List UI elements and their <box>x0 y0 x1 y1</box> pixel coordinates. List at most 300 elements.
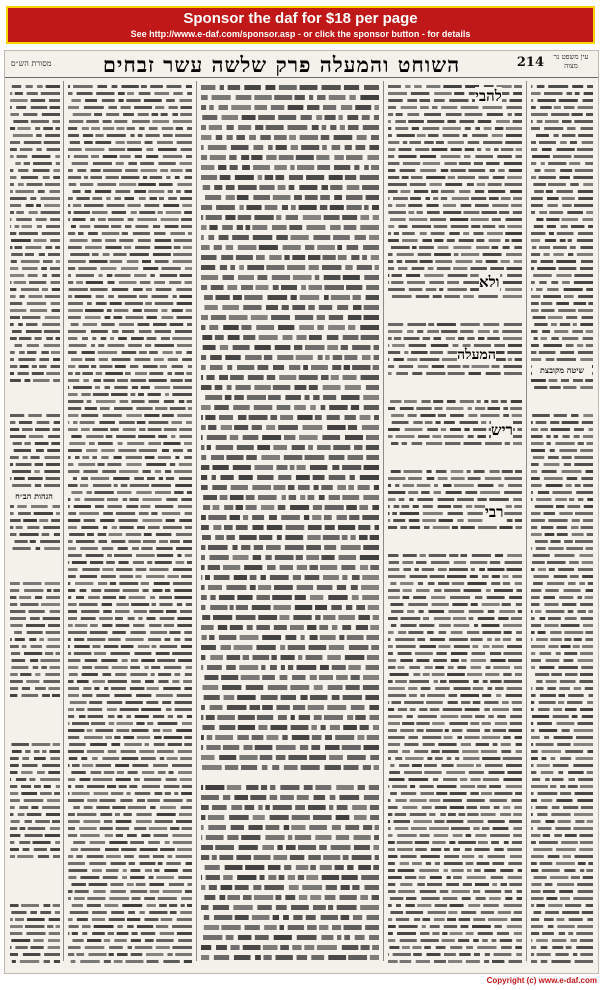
text-line-segment <box>10 904 19 907</box>
text-line-segment <box>502 701 509 704</box>
text-line-segment <box>105 736 112 739</box>
text-line-segment <box>531 890 541 893</box>
text-line-segment <box>105 834 113 837</box>
text-line-segment <box>505 239 509 242</box>
text-line-segment <box>452 890 470 893</box>
text-line-segment <box>537 953 551 956</box>
text-line-segment <box>332 925 341 930</box>
text-line-segment <box>588 225 593 228</box>
text-line-segment <box>506 764 522 767</box>
text-line-segment <box>227 785 241 790</box>
text-line-segment <box>565 673 578 676</box>
text-line-segment <box>150 176 163 179</box>
text-line-segment <box>447 918 456 921</box>
text-line-segment <box>49 99 60 102</box>
sponsor-subline[interactable]: See http://www.e-daf.com/sponsor.asp - or click the sponsor button - for details <box>130 29 471 39</box>
text-line-segment <box>138 617 142 620</box>
text-line-segment <box>155 386 171 389</box>
text-line-segment <box>316 155 329 160</box>
text-line-segment <box>511 799 522 802</box>
text-line-segment <box>257 275 267 280</box>
text-line-segment <box>467 631 479 634</box>
text-line-segment <box>238 715 255 720</box>
text-line-segment <box>388 841 395 844</box>
text-line-segment <box>373 725 379 730</box>
text-line-segment <box>587 771 593 774</box>
text-line-segment <box>41 603 60 606</box>
text-line-segment <box>488 715 494 718</box>
text-line-segment <box>421 491 429 494</box>
text-line-segment <box>136 554 155 557</box>
text-line-segment <box>15 918 24 921</box>
text-line-segment <box>353 915 362 920</box>
text-line-segment <box>27 631 43 634</box>
text-line-segment <box>212 855 217 860</box>
text-line-segment <box>315 415 322 420</box>
text-line-segment <box>352 345 370 350</box>
text-line-segment <box>578 498 583 501</box>
text-line-segment <box>344 365 350 370</box>
text-line-segment <box>562 421 579 424</box>
text-line-segment <box>478 841 488 844</box>
text-line-segment <box>298 875 304 880</box>
text-line-segment <box>554 736 573 739</box>
text-line-segment <box>179 428 192 431</box>
text-line-segment <box>360 325 379 330</box>
text-line-segment <box>334 155 344 160</box>
text-line-segment <box>544 624 558 627</box>
text-line-segment <box>402 239 418 242</box>
text-line-segment <box>467 729 480 732</box>
text-line-segment <box>454 92 464 95</box>
text-line-segment <box>478 120 491 123</box>
text-line-segment <box>154 582 170 585</box>
text-line-segment <box>270 815 289 820</box>
text-line-segment <box>408 120 424 123</box>
text-line-segment <box>460 323 479 326</box>
text-line-segment <box>146 575 164 578</box>
text-line-segment <box>579 848 593 851</box>
text-line-segment <box>134 274 146 277</box>
text-line-segment <box>388 435 393 438</box>
text-line-segment <box>161 267 180 270</box>
text-line-segment <box>131 337 144 340</box>
text-line-segment <box>262 705 273 710</box>
text-line-segment <box>478 932 493 935</box>
text-line-segment <box>313 475 325 480</box>
text-line-segment <box>153 225 160 228</box>
text-line-segment <box>162 449 169 452</box>
text-line-segment <box>367 655 379 660</box>
text-line-segment <box>54 533 60 536</box>
text-line-segment <box>392 785 407 788</box>
text-line-segment <box>564 869 575 872</box>
text-line-segment <box>168 372 172 375</box>
text-line-segment <box>578 197 593 200</box>
text-line-segment <box>83 687 91 690</box>
text-line-segment <box>98 582 107 585</box>
text-line-segment <box>539 246 550 249</box>
text-line-segment <box>449 638 468 641</box>
text-line-segment <box>443 778 457 781</box>
text-line-segment <box>373 615 379 620</box>
text-line-segment <box>467 673 482 676</box>
text-line-segment <box>167 855 172 858</box>
text-line-segment <box>343 695 362 700</box>
text-line-segment <box>182 785 192 788</box>
text-line-segment <box>156 946 170 949</box>
text-line-segment <box>501 400 507 403</box>
text-line-segment <box>68 953 74 956</box>
text-line-segment <box>104 904 118 907</box>
text-line-segment <box>427 883 442 886</box>
text-line-segment <box>296 335 306 340</box>
text-line-segment <box>331 605 342 610</box>
text-line-segment <box>472 652 486 655</box>
text-line-segment <box>453 267 467 270</box>
text-line-segment <box>432 722 444 725</box>
text-line-segment <box>454 561 466 564</box>
text-line-segment <box>89 442 95 445</box>
text-line-segment <box>31 645 42 648</box>
sponsor-headline[interactable]: Sponsor the daf for $18 per page <box>183 10 418 27</box>
text-line-segment <box>122 232 128 235</box>
text-line-segment <box>329 175 343 180</box>
text-line-segment <box>503 295 522 298</box>
text-line-segment <box>224 695 235 700</box>
text-line-segment <box>209 635 214 640</box>
text-line-segment <box>87 785 105 788</box>
text-line-segment <box>239 205 243 210</box>
text-line-segment <box>406 274 420 277</box>
left-margin-heading: הגהות הב״ח <box>7 491 61 501</box>
text-line-segment <box>77 680 89 683</box>
text-line-segment <box>556 799 572 802</box>
text-line-segment <box>408 603 428 606</box>
text-line-segment <box>388 211 406 214</box>
text-line-segment <box>53 589 60 592</box>
text-line-segment <box>11 253 23 256</box>
text-line-segment <box>24 589 43 592</box>
text-line-segment <box>178 876 192 879</box>
text-line-segment <box>174 792 178 795</box>
text-line-segment <box>538 631 546 634</box>
text-line-segment <box>492 204 508 207</box>
text-line-segment <box>25 834 43 837</box>
text-line-segment <box>169 106 178 109</box>
text-line-segment <box>201 405 211 410</box>
text-line-segment <box>546 358 555 361</box>
text-line-segment <box>122 659 128 662</box>
text-line-segment <box>360 215 369 220</box>
text-line-segment <box>317 95 325 100</box>
text-line-segment <box>394 232 399 235</box>
text-line-segment <box>563 855 571 858</box>
text-line-segment <box>249 135 256 140</box>
text-line-segment <box>201 545 205 550</box>
text-line-segment <box>180 778 192 781</box>
text-line-segment <box>374 485 379 490</box>
text-line-segment <box>388 351 400 354</box>
text-line-segment <box>443 799 462 802</box>
text-line-segment <box>458 337 464 340</box>
text-line-segment <box>370 565 379 570</box>
text-line-segment <box>488 820 505 823</box>
text-line-segment <box>119 470 138 473</box>
text-line-segment <box>444 295 460 298</box>
text-line-segment <box>570 575 579 578</box>
sponsor-banner[interactable] <box>6 6 595 44</box>
text-line-segment <box>180 162 192 165</box>
text-line-segment <box>464 589 482 592</box>
text-line-segment <box>101 575 116 578</box>
text-line-segment <box>498 484 503 487</box>
text-line-segment <box>56 512 60 515</box>
text-line-segment <box>498 169 504 172</box>
text-line-segment <box>531 204 543 207</box>
text-line-segment <box>342 535 348 540</box>
text-line-segment <box>103 876 118 879</box>
text-line-segment <box>254 545 263 550</box>
text-line-segment <box>468 477 481 480</box>
text-line-segment <box>352 885 359 890</box>
text-line-segment <box>361 875 379 880</box>
text-line-segment <box>238 215 251 220</box>
text-line-segment <box>588 302 593 305</box>
text-line-segment <box>582 575 593 578</box>
text-line-segment <box>309 565 317 570</box>
text-line-segment <box>14 449 31 452</box>
text-line-segment <box>174 470 192 473</box>
text-line-segment <box>68 547 76 550</box>
text-line-segment <box>161 316 173 319</box>
text-line-segment <box>174 638 180 641</box>
text-line-segment <box>476 246 489 249</box>
text-line-segment <box>214 185 222 190</box>
text-line-segment <box>182 204 192 207</box>
text-line-segment <box>22 645 27 648</box>
text-line-segment <box>471 659 487 662</box>
text-line-segment <box>184 176 192 179</box>
text-line-segment <box>471 603 478 606</box>
text-line-segment <box>11 260 17 263</box>
text-line-segment <box>221 675 238 680</box>
text-line-segment <box>46 477 60 480</box>
text-line-segment <box>163 351 173 354</box>
text-line-segment <box>358 785 365 790</box>
text-line-segment <box>87 400 92 403</box>
text-line-segment <box>115 365 126 368</box>
text-line-segment <box>68 722 70 725</box>
text-line-segment <box>26 204 34 207</box>
text-line-segment <box>420 785 434 788</box>
text-line-segment <box>48 435 60 438</box>
text-line-segment <box>330 225 341 230</box>
text-line-segment <box>400 190 410 193</box>
text-line-segment <box>548 617 561 620</box>
text-line-segment <box>534 337 538 340</box>
text-line-segment <box>174 491 183 494</box>
text-line-segment <box>463 295 474 298</box>
text-line-segment <box>390 603 403 606</box>
text-line-segment <box>68 267 75 270</box>
text-line-segment <box>89 883 108 886</box>
text-line-segment <box>313 505 322 510</box>
text-line-segment <box>87 799 97 802</box>
text-line-segment <box>401 106 417 109</box>
text-line-segment <box>506 134 522 137</box>
text-line-segment <box>583 435 593 438</box>
text-line-segment <box>583 99 593 102</box>
text-line-segment <box>122 757 139 760</box>
text-line-segment <box>29 778 35 781</box>
text-line-segment <box>415 841 429 844</box>
text-line-segment <box>82 372 93 375</box>
text-line-segment <box>423 505 433 508</box>
text-line-segment <box>95 190 111 193</box>
text-line-segment <box>309 335 322 340</box>
text-line-segment <box>280 945 289 950</box>
text-line-segment <box>228 335 240 340</box>
text-line-segment <box>400 939 417 942</box>
text-line-segment <box>388 589 400 592</box>
text-line-segment <box>48 771 60 774</box>
text-line-segment <box>116 512 135 515</box>
text-line-segment <box>270 795 278 800</box>
text-line-segment <box>206 215 222 220</box>
text-line-segment <box>262 635 281 640</box>
text-line-segment <box>531 526 537 529</box>
text-line-segment <box>543 596 555 599</box>
text-line-segment <box>172 113 178 116</box>
text-line-segment <box>453 246 471 249</box>
text-line-segment <box>531 288 532 291</box>
text-line-segment <box>477 148 481 151</box>
text-line-segment <box>388 162 399 165</box>
text-line-segment <box>397 841 413 844</box>
text-line-segment <box>68 624 73 627</box>
text-line-segment <box>72 561 87 564</box>
text-line-segment <box>177 617 192 620</box>
text-line-segment <box>580 449 593 452</box>
text-line-segment <box>44 960 50 963</box>
text-line-segment <box>580 939 593 942</box>
text-line-segment <box>416 589 429 592</box>
text-line-segment <box>122 876 127 879</box>
text-line-segment <box>10 687 18 690</box>
text-line-segment <box>497 155 512 158</box>
text-line-segment <box>403 568 411 571</box>
text-line-segment <box>263 955 271 960</box>
text-line-segment <box>308 805 326 810</box>
text-line-segment <box>152 645 157 648</box>
text-line-segment <box>360 555 379 560</box>
text-line-segment <box>134 778 140 781</box>
text-line-segment <box>304 515 309 520</box>
text-line-segment <box>428 267 434 270</box>
text-line-segment <box>327 425 346 430</box>
text-line-segment <box>350 535 355 540</box>
text-line-segment <box>557 148 575 151</box>
text-line-segment <box>478 855 483 858</box>
text-line-segment <box>201 525 209 530</box>
text-line-segment <box>388 127 391 130</box>
text-line-segment <box>68 876 76 879</box>
text-line-segment <box>127 834 137 837</box>
text-line-segment <box>374 765 379 770</box>
text-line-segment <box>177 183 192 186</box>
text-line-segment <box>201 365 206 370</box>
text-line-segment <box>580 386 593 389</box>
text-line-segment <box>301 285 306 290</box>
text-line-segment <box>253 655 270 660</box>
text-line-segment <box>286 845 296 850</box>
text-line-segment <box>533 848 552 851</box>
text-line-segment <box>557 925 574 928</box>
text-line-segment <box>436 141 444 144</box>
text-line-segment <box>454 484 474 487</box>
text-line-segment <box>241 155 249 160</box>
text-line-segment <box>565 617 577 620</box>
text-line-segment <box>285 535 303 540</box>
text-line-segment <box>393 519 405 522</box>
text-line-segment <box>68 820 80 823</box>
text-line-segment <box>323 535 340 540</box>
text-line-segment <box>10 526 13 529</box>
text-line-segment <box>578 134 593 137</box>
text-line-segment <box>476 897 486 900</box>
text-line-segment <box>513 827 522 830</box>
text-line-segment <box>28 610 44 613</box>
text-line-segment <box>81 428 90 431</box>
text-line-segment <box>482 603 500 606</box>
text-line-segment <box>96 302 107 305</box>
text-line-segment <box>389 561 399 564</box>
text-line-segment <box>388 834 392 837</box>
text-line-segment <box>153 764 168 767</box>
text-line-segment <box>349 645 369 650</box>
text-line-segment <box>568 932 573 935</box>
text-line-segment <box>516 743 522 746</box>
text-line-segment <box>250 585 256 590</box>
text-line-segment <box>306 655 323 660</box>
text-line-segment <box>537 764 550 767</box>
text-line-segment <box>449 232 459 235</box>
text-line-segment <box>266 155 276 160</box>
text-line-segment <box>553 764 569 767</box>
text-line-segment <box>517 890 522 893</box>
text-line-segment <box>133 309 142 312</box>
text-line-segment <box>253 885 261 890</box>
text-line-segment <box>53 379 60 382</box>
text-line-segment <box>266 735 278 740</box>
text-line-segment <box>84 519 96 522</box>
text-line-segment <box>433 526 450 529</box>
text-line-segment <box>151 666 160 669</box>
text-line-segment <box>388 736 405 739</box>
text-line-segment <box>473 890 480 893</box>
text-line-segment <box>108 218 124 221</box>
text-line-segment <box>98 344 104 347</box>
text-line-segment <box>582 218 593 221</box>
text-line-segment <box>288 755 307 760</box>
text-line-segment <box>566 946 572 949</box>
text-line-segment <box>532 561 545 564</box>
text-line-segment <box>225 865 243 870</box>
text-line-segment <box>552 806 560 809</box>
text-line-segment <box>158 148 177 151</box>
text-line-segment <box>82 925 91 928</box>
